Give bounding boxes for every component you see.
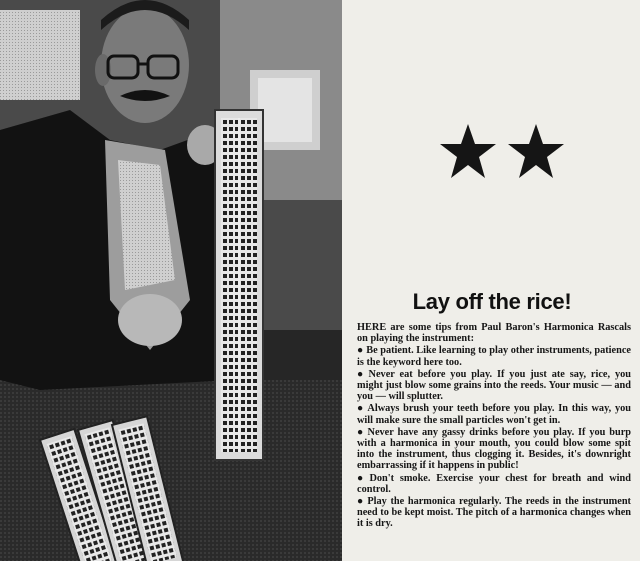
star-icon — [508, 124, 564, 178]
bullet-icon: ● — [357, 472, 367, 484]
tip-text: Don't smoke. Exercise your chest for breath and wind control. — [357, 472, 631, 495]
headline: Lay off the rice! — [412, 289, 572, 314]
tip-item — [357, 496, 631, 530]
article-body — [357, 322, 631, 531]
bullet-icon: ● — [357, 403, 365, 415]
tip-item — [357, 345, 631, 367]
bullet-icon: ● — [357, 426, 365, 438]
tip-item — [357, 473, 631, 495]
tip-text: Never eat before you play. If you just ate say, rice, you might just blow some grains into the reeds. Your music — and you — will splutter. — [357, 368, 631, 403]
bullet-icon: ● — [357, 368, 366, 380]
tip-item — [357, 403, 631, 425]
tip-item — [357, 427, 631, 472]
article-intro: HERE are some tips from Paul Baron's Harmonica Rascals on playing the instrument: — [357, 322, 631, 345]
tip-text: Always brush your teeth before you play. In this way, you will make sure the small particles won't get in. — [357, 403, 631, 426]
star-icon — [440, 124, 496, 178]
bullet-icon: ● — [357, 496, 365, 508]
tip-text: Never have any gassy drinks before you play. If you burp with a harmonica in your mouth, you could blow some spit into the instrument, thus clogging it. Besides, it's downright embarrassing if it happens in public! — [357, 426, 631, 472]
tip-text: Play the harmonica regularly. The reeds in the instrument need to be kept moist. The pitch of a harmonica changes when it is dry. — [357, 496, 631, 530]
stars-decoration — [438, 122, 568, 182]
tip-text: Be patient. Like learning to play other instruments, patience is the keyword here too. — [357, 345, 631, 368]
bullet-icon: ● — [357, 345, 364, 357]
tip-item — [357, 369, 631, 403]
